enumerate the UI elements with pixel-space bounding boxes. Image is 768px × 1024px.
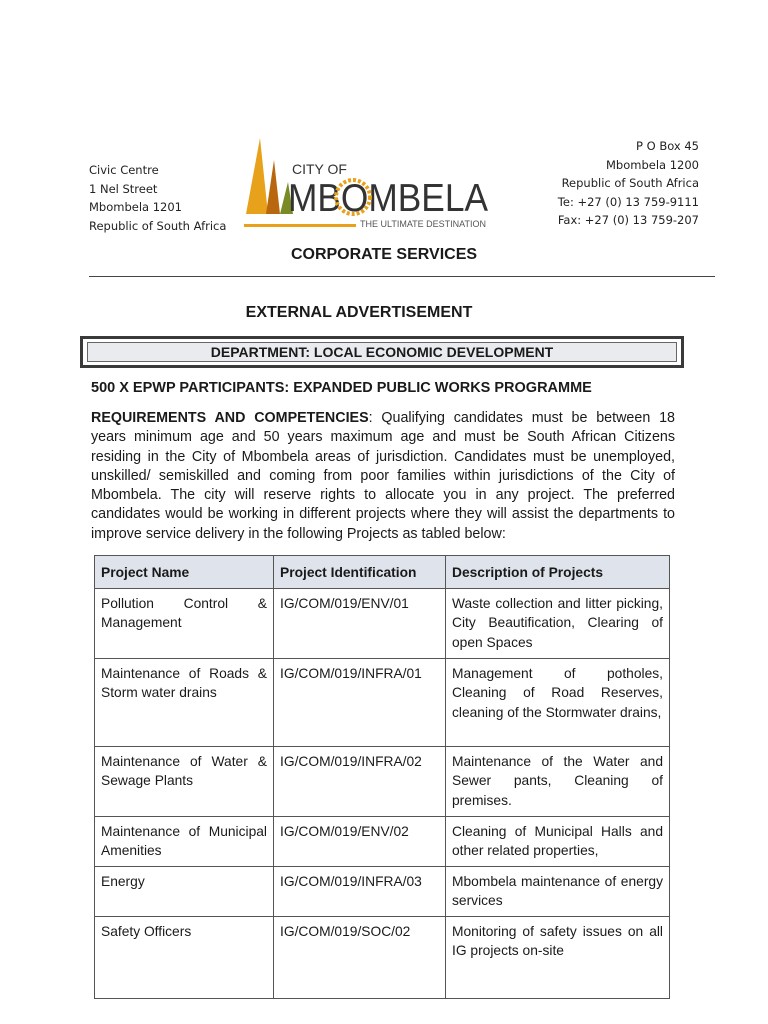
logo-spike-brown	[266, 160, 280, 214]
projects-table	[94, 555, 670, 999]
column-header: Project Name	[95, 556, 274, 589]
requirements-text: : Qualifying candidates must be between 18 years minimum age and 50 years maximum age and must be South African Citizens residing in the City of Mbombela areas of jurisdiction. Candidates must be unemployed, unskilled/ semiskilled and coming from poor families within jurisdictions of the City of Mbombela. The city will reserve rights to allocate you in any project. The preferred candidates would be working in different projects where they will assist the departments to improve service delivery in the following Projects as tabled below:	[91, 410, 675, 542]
project-name: Maintenance of Municipal Amenities	[95, 817, 274, 867]
project-id: IG/COM/019/SOC/02	[274, 916, 446, 998]
address-line: Civic Centre	[89, 163, 159, 177]
project-id: IG/COM/019/INFRA/02	[274, 747, 446, 817]
project-id: IG/COM/019/ENV/02	[274, 817, 446, 867]
department-box-label: DEPARTMENT: LOCAL ECONOMIC DEVELOPMENT	[87, 342, 677, 362]
project-name: Pollution Control & Management	[95, 589, 274, 659]
address-line: Republic of South Africa	[89, 218, 227, 233]
address-line: Mbombela 1201	[89, 200, 182, 215]
project-id: IG/COM/019/ENV/01	[274, 589, 446, 659]
project-description: Monitoring of safety issues on all IG projects on-site	[446, 916, 670, 998]
table-row	[95, 659, 670, 747]
project-name: Energy	[95, 867, 274, 917]
address-line: Te: +27 (0) 13 759-9111	[557, 194, 699, 209]
programme-title: 500 X EPWP PARTICIPANTS: EXPANDED PUBLIC WORKS PROGRAMME	[91, 380, 592, 396]
column-header: Project Identification	[274, 556, 446, 589]
requirements-label: REQUIREMENTS AND COMPETENCIES	[91, 410, 369, 426]
logo-underline	[244, 224, 356, 227]
project-description: Mbombela maintenance of energy services	[446, 867, 670, 917]
header-divider	[89, 276, 715, 277]
advert-title: EXTERNAL ADVERTISEMENT	[245, 304, 473, 321]
city-logo	[240, 134, 495, 234]
logo-name: MBOMBELA	[288, 177, 488, 220]
logo-city-of: CITY OF	[292, 161, 347, 177]
table-row	[95, 867, 670, 917]
project-name: Maintenance of Roads & Storm water drains	[95, 659, 274, 747]
logo-tagline: THE ULTIMATE DESTINATION	[360, 219, 487, 229]
address-line: Republic of South Africa	[561, 176, 699, 191]
project-id: IG/COM/019/INFRA/01	[274, 659, 446, 747]
project-description: Waste collection and litter picking, City Beautification, Clearing of open Spaces	[446, 589, 670, 659]
address-right	[558, 137, 699, 230]
table-row	[95, 916, 670, 998]
department-heading: CORPORATE SERVICES	[290, 246, 478, 263]
table-row	[95, 589, 670, 659]
requirements-paragraph	[91, 409, 675, 544]
department-box	[80, 336, 684, 368]
address-left	[89, 161, 226, 235]
address-line: P O Box 45	[636, 139, 699, 153]
logo-spike-orange	[246, 138, 268, 214]
address-line: 1 Nel Street	[89, 181, 158, 196]
column-header: Description of Projects	[446, 556, 670, 589]
project-id: IG/COM/019/INFRA/03	[274, 867, 446, 917]
table-header-row	[95, 556, 670, 589]
address-line: Fax: +27 (0) 13 759-207	[557, 213, 699, 228]
project-description: Cleaning of Municipal Halls and other related properties,	[446, 817, 670, 867]
address-line: Mbombela 1200	[606, 157, 699, 172]
project-name: Maintenance of Water & Sewage Plants	[95, 747, 274, 817]
project-name: Safety Officers	[95, 916, 274, 998]
project-description: Management of potholes, Cleaning of Road Reserves, cleaning of the Stormwater drains,	[446, 659, 670, 747]
table-row	[95, 817, 670, 867]
project-description: Maintenance of the Water and Sewer pants, Cleaning of premises.	[446, 747, 670, 817]
table-row	[95, 747, 670, 817]
